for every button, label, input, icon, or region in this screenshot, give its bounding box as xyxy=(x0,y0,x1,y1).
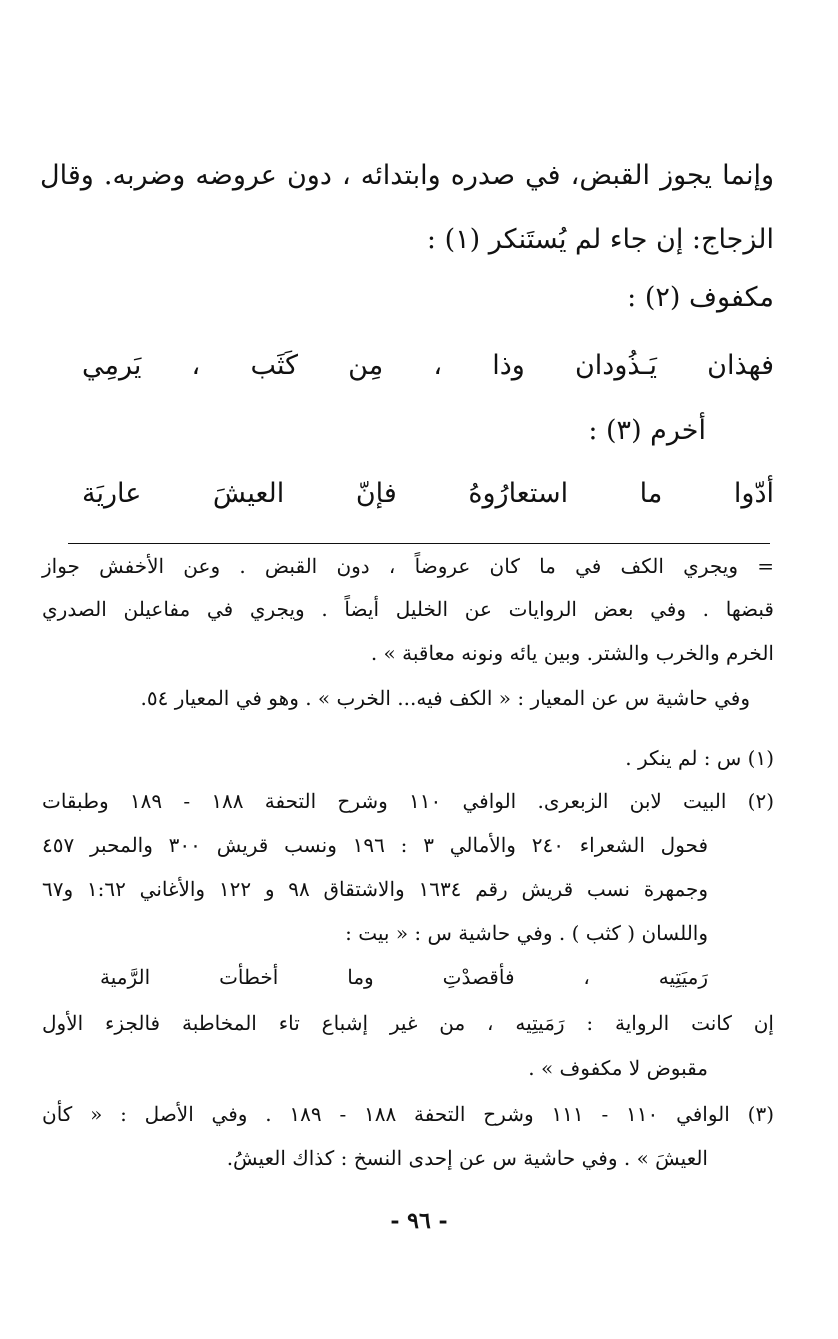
verse-line-1: فهذان يَـذُودان وذا ، مِن كَثَب ، يَرمِي xyxy=(82,350,774,381)
footnote-2-line-2: فحول الشعراء ٢٤٠ والأمالي ٣ : ١٩٦ ونسب قريش ٣٠٠ والمحبر ٤٥٧ xyxy=(42,833,709,857)
footnote-3-line-1: (٣) الوافي ١١٠ - ١١١ وشرح التحفة ١٨٨ - ١٨٩ . وفي الأصل : « كأن xyxy=(42,1102,774,1126)
footnote-continued-line-2: قبضها . وفي بعض الروايات عن الخليل أيضاً . ويجري في مفاعيلن الصدري xyxy=(42,597,774,621)
footnote-continued-line-4: وفي حاشية س عن المعيار : « الكف فيه... الخرب » . وهو في المعيار ٥٤. xyxy=(140,686,750,710)
footnote-2-line-3: وجمهرة نسب قريش رقم ١٦٣٤ والاشتقاق ٩٨ و ١٢٢ والأغاني ١:٦٢ و٦٧ xyxy=(42,877,709,901)
footnote-2-line-1: (٢) البيت لابن الزبعرى. الوافي ١١٠ وشرح التحفة ١٨٨ - ١٨٩ وطبقات xyxy=(42,789,774,813)
footnote-2-line-6: إن كانت الرواية : رَمَيتِيه ، من غير إشباع تاء المخاطبة فالجزء الأول xyxy=(42,1011,774,1035)
footnote-2-verse: رَميَتِيه ، فأقصدْتِ وما أخطأت الرَّمية xyxy=(100,965,708,989)
footnote-2-line-7: مقبوض لا مكفوف » . xyxy=(528,1056,708,1080)
verse-line-2: أدّوا ما استعارُوهُ فإنّ العيشَ عاريَة xyxy=(82,478,774,509)
main-text-line-5: أخرم (٣) : xyxy=(588,415,706,446)
main-text-line-3: مكفوف (٢) : xyxy=(627,282,774,313)
footnote-divider xyxy=(68,543,770,544)
footnote-1: (١) س : لم ينكر . xyxy=(625,746,774,770)
page-number: - ٩٦ - xyxy=(390,1208,448,1234)
footnote-continued-line-1: = ويجري الكف في ما كان عروضاً ، دون القبض . وعن الأخفش جواز xyxy=(42,554,774,578)
main-text-line-1: وإنما يجوز القبض، في صدره وابتدائه ، دون عروضه وضربه. وقال xyxy=(40,160,774,191)
main-text-line-2: الزجاج: إن جاء لم يُستَنكر (١) : xyxy=(426,224,774,255)
footnote-continued-line-3: الخرم والخرب والشتر. وبين يائه ونونه معاقبة » . xyxy=(370,641,774,665)
footnote-2-line-4: واللسان ( كثب ) . وفي حاشية س : « بيت : xyxy=(345,921,708,945)
footnote-3-line-2: العيشَ » . وفي حاشية س عن إحدى النسخ : كذاك العيشُ. xyxy=(226,1146,708,1170)
